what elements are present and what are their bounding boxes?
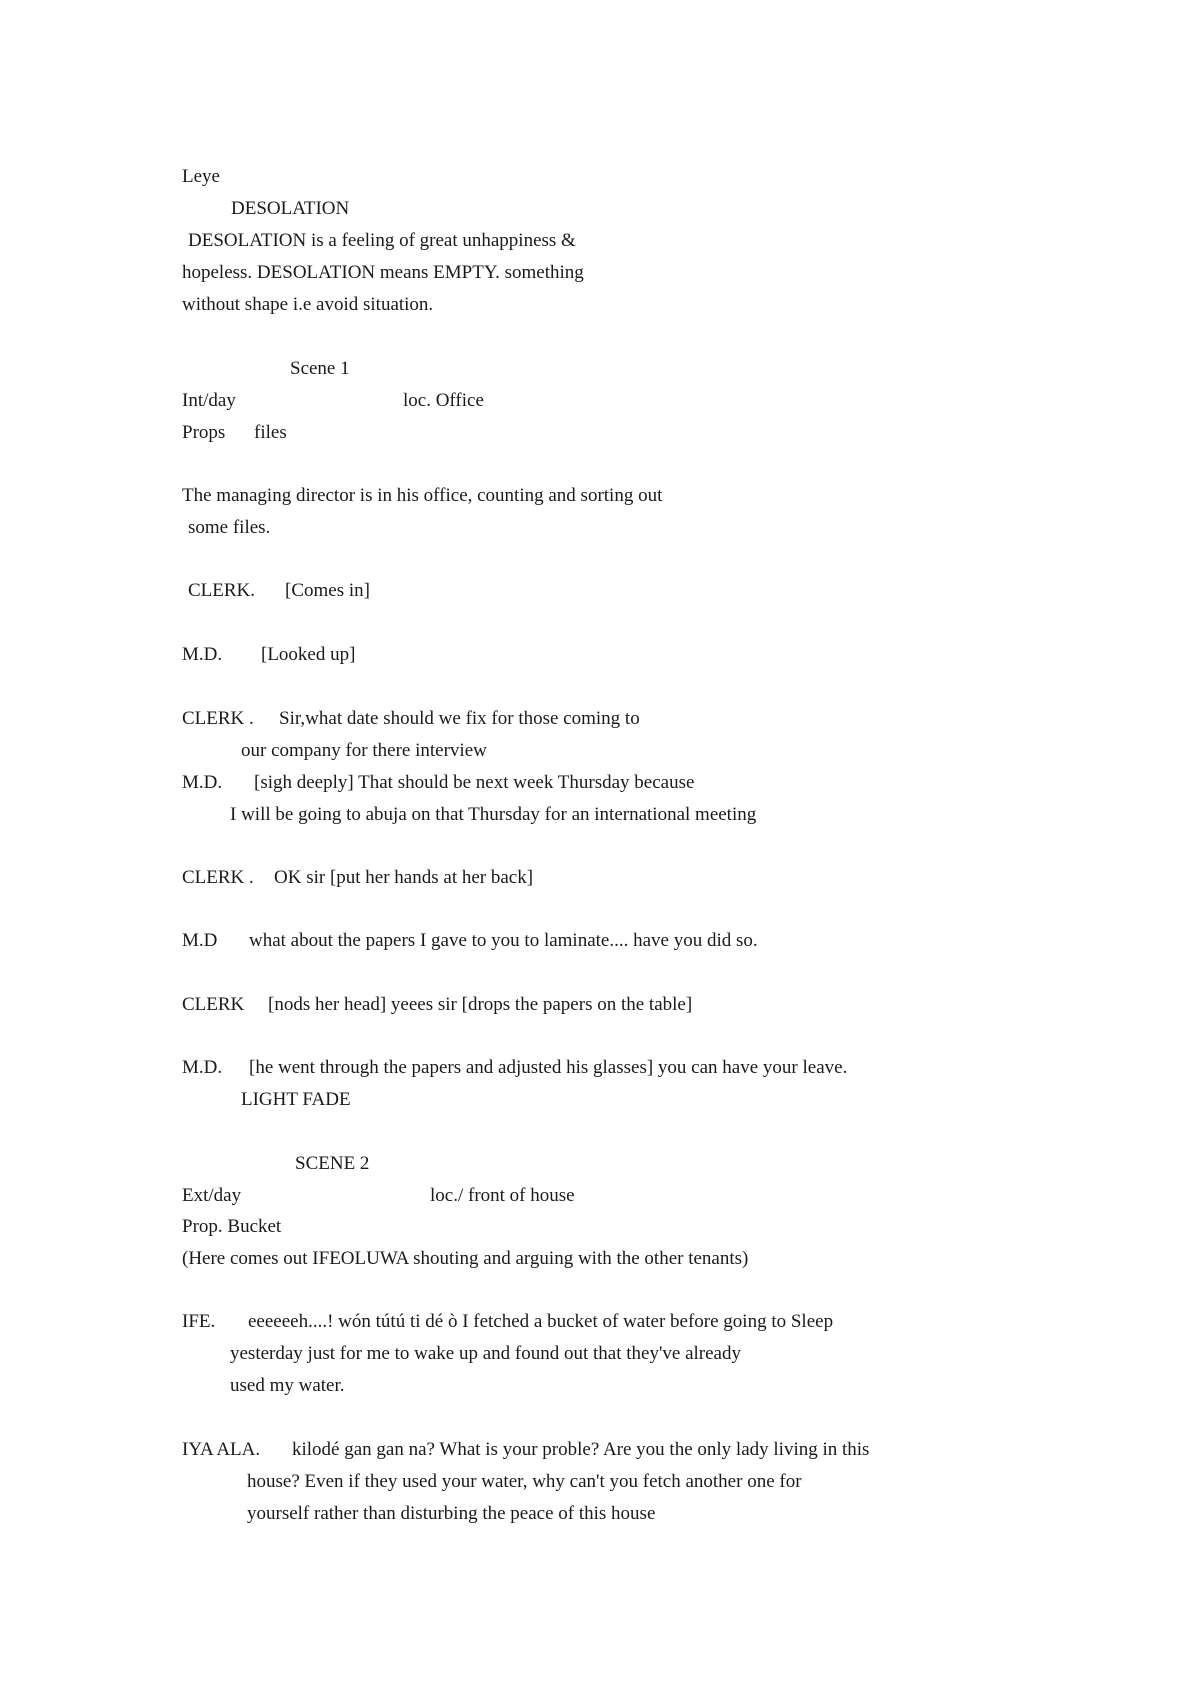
scene-location: loc. Office (403, 390, 484, 411)
speaker-name: M.D. (182, 1057, 223, 1078)
speaker-name: M.D. (182, 644, 223, 665)
dialogue-line: yourself rather than disturbing the peace of this house (247, 1503, 656, 1524)
dialogue-line: [sigh deeply] That should be next week Thursday because (254, 772, 695, 793)
dialogue-line: our company for there interview (241, 740, 487, 761)
speaker-name: CLERK (182, 994, 245, 1015)
dialogue-line: what about the papers I gave to you to laminate.... have you did so. (249, 930, 758, 951)
dialogue-line: [he went through the papers and adjusted his glasses] you can have your leave. (249, 1057, 848, 1078)
dialogue-line: [nods her head] yeees sir [drops the papers on the table] (268, 994, 693, 1015)
scene-description: (Here comes out IFEOLUWA shouting and arguing with the other tenants) (182, 1248, 749, 1269)
scene-heading: SCENE 2 (295, 1153, 370, 1174)
scene-description: The managing director is in his office, counting and sorting out (182, 485, 663, 506)
definition-line: hopeless. DESOLATION means EMPTY. something (182, 262, 584, 283)
dialogue-line: I will be going to abuja on that Thursday for an international meeting (230, 804, 757, 825)
speaker-name: M.D. (182, 772, 223, 793)
scene-description: some files. (188, 517, 271, 538)
dialogue-line: eeeeeeh....! wón tútú ti dé ò I fetched a bucket of water before going to Sleep (248, 1311, 834, 1332)
dialogue-line: yesterday just for me to wake up and found out that they've already (230, 1343, 741, 1364)
dialogue-line: house? Even if they used your water, why can't you fetch another one for (247, 1471, 802, 1492)
dialogue-line: [Looked up] (261, 644, 356, 665)
speaker-name: IFE. (182, 1311, 216, 1332)
speaker-name: CLERK . (182, 708, 254, 729)
scene-setting: Int/day (182, 390, 236, 411)
author-name: Leye (182, 166, 220, 187)
definition-line: without shape i.e avoid situation. (182, 294, 434, 315)
scene-heading: Scene 1 (290, 358, 350, 379)
dialogue-line: Sir,what date should we fix for those coming to (279, 708, 640, 729)
speaker-name: IYA ALA. (182, 1439, 261, 1460)
speaker-name: CLERK . (182, 867, 254, 888)
props-value: files (254, 422, 287, 443)
dialogue-line: kilodé gan gan na? What is your proble? Are you the only lady living in this (292, 1439, 870, 1460)
stage-direction: LIGHT FADE (241, 1089, 351, 1110)
speaker-name: CLERK. (188, 580, 256, 601)
props-value: Prop. Bucket (182, 1216, 282, 1237)
dialogue-line: OK sir [put her hands at her back] (274, 867, 534, 888)
speaker-name: M.D (182, 930, 218, 951)
props-label: Props (182, 422, 226, 443)
scene-location: loc./ front of house (430, 1185, 575, 1206)
scene-setting: Ext/day (182, 1185, 242, 1206)
dialogue-line: used my water. (230, 1375, 345, 1396)
definition-line: DESOLATION is a feeling of great unhappiness & (188, 230, 576, 251)
document-title: DESOLATION (231, 198, 350, 219)
dialogue-line: [Comes in] (285, 580, 370, 601)
